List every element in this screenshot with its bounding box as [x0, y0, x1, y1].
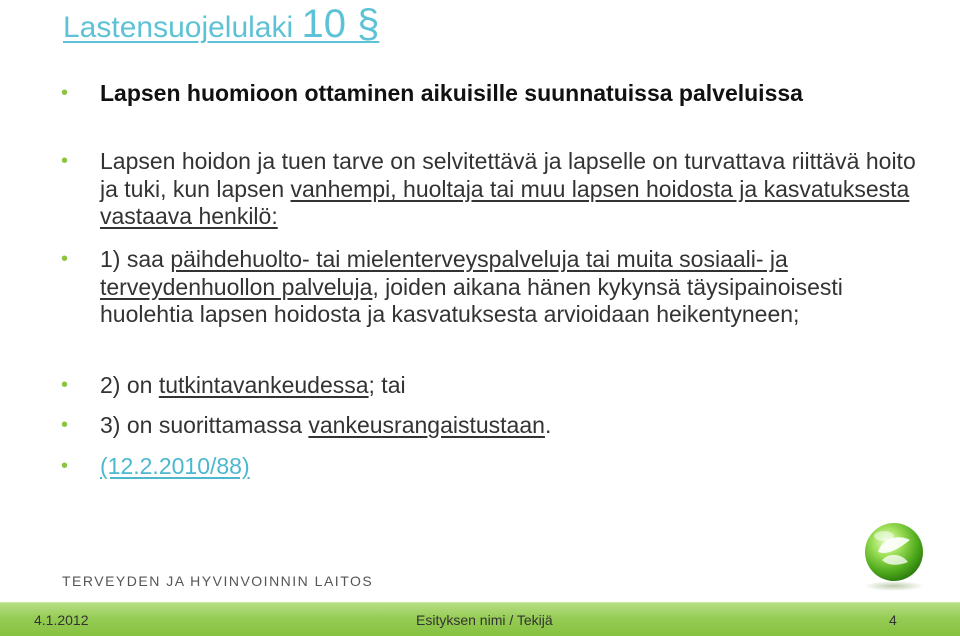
bullet-reference — [61, 453, 920, 481]
bullet-custody-underlined: tutkintavankeudessa — [158, 372, 369, 398]
bullet-dot: • — [61, 82, 69, 104]
bullet-dot: • — [61, 374, 69, 396]
green-orb-leaf-icon — [832, 516, 932, 592]
bullet-dot: • — [61, 150, 69, 172]
org-logo-text: TERVEYDEN JA HYVINVOINNIN LAITOS — [62, 573, 374, 589]
bullet-services-underlined: päihdehuolto- tai mielenterveyspalveluja tai muita sosiaali- ja terveydenhuollon palveluja — [100, 246, 788, 300]
bullet-need-text: Lapsen hoidon ja tuen tarve on selvitettävä ja lapselle on turvattava riittävä hoito ja tuki, kun lapsen — [100, 148, 916, 202]
bullet-services-rest: , joiden aikana hänen kykynsä täysipainoisesti huolehtia lapsen hoidosta ja kasvatuksesta arvioidaan heikentyneen; — [100, 273, 843, 327]
bullet-sentence-text: 3) on suorittamassa — [100, 412, 309, 438]
slide-title — [63, 2, 379, 47]
bullet-sentence — [61, 412, 920, 440]
footer-bar — [0, 602, 960, 636]
bullet-need-underlined: vanhempi, huoltaja tai muu lapsen hoidosta ja kasvatuksesta vastaava henkilö: — [100, 175, 910, 229]
bullet-sentence-rest: . — [544, 412, 552, 438]
bullet-dot: • — [61, 414, 69, 436]
bullet-need — [61, 148, 920, 231]
bullet-heading — [61, 80, 920, 108]
bullet-heading-text: Lapsen huomioon ottaminen aikuisille suunnatuissa palveluissa — [100, 80, 803, 106]
bullet-services — [61, 246, 920, 329]
footer-page-number: 4 — [889, 612, 897, 628]
bullet-custody — [61, 372, 920, 400]
bullet-dot: • — [61, 248, 69, 270]
title-number: 10 § — [301, 2, 380, 46]
footer-date: 4.1.2012 — [34, 612, 89, 628]
bullet-custody-rest: ; tai — [368, 372, 406, 398]
reference-link[interactable]: (12.2.2010/88) — [100, 453, 250, 479]
bullet-custody-text: 2) on — [100, 372, 159, 398]
footer-presentation: Esityksen nimi / Tekijä — [416, 612, 553, 628]
bullet-sentence-underlined: vankeusrangaistustaan — [308, 412, 545, 438]
bullet-dot: • — [61, 455, 69, 477]
title-text: Lastensuojelulaki — [63, 11, 294, 44]
bullet-services-text: 1) saa — [100, 246, 171, 272]
